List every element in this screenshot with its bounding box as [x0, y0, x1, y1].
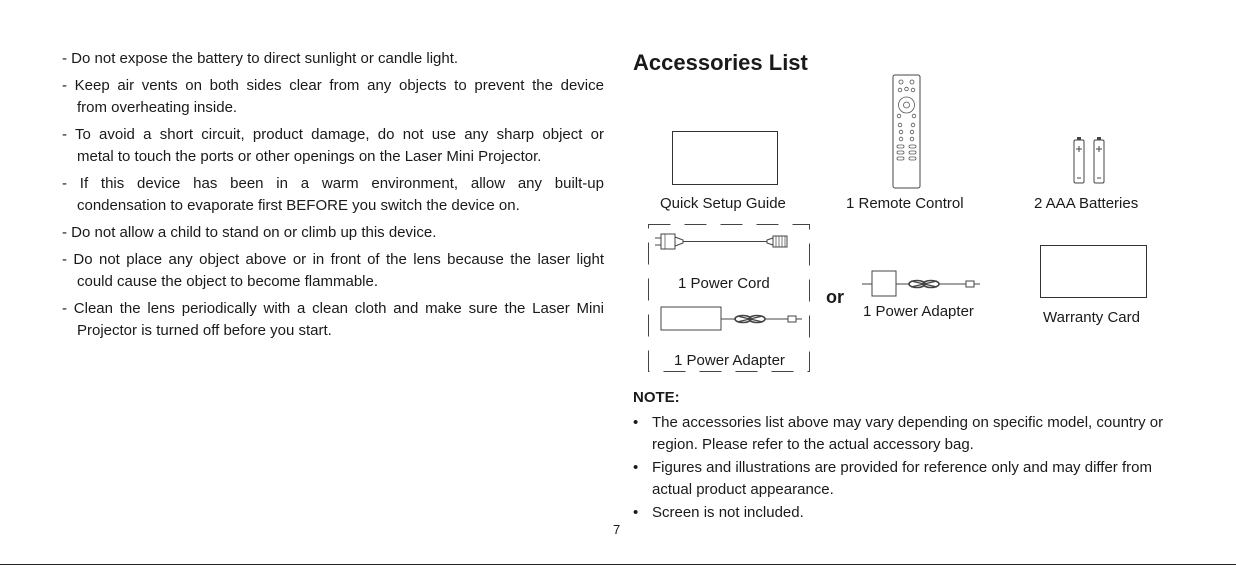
note-bullet: • [633, 414, 639, 431]
note-item-text: The accessories list above may vary depending on specific model, country or region. Please refer to the actual accessory bag. [652, 414, 1164, 453]
note-bullet: • [633, 459, 639, 476]
safety-item-text: - Keep air vents on both sides clear from any objects to prevent the device [62, 77, 604, 94]
safety-item [62, 124, 604, 168]
safety-item [62, 222, 604, 244]
safety-item [62, 173, 604, 217]
power-cord-label: 1 Power Cord [678, 275, 770, 292]
batteries-label: 2 AAA Batteries [1034, 195, 1139, 212]
note-item [633, 502, 1178, 524]
page-number: 7 [613, 522, 621, 537]
quick-setup-guide-illustration [672, 131, 778, 185]
power-adapter-icon [660, 306, 805, 332]
battery-icon [1073, 137, 1109, 185]
power-adapter-label: 1 Power Adapter [674, 352, 785, 369]
note-item-text: Screen is not included. [652, 504, 804, 521]
safety-item-continuation: metal to touch the ports or other openings on the Laser Mini Projector. [77, 148, 542, 165]
safety-item-text: - Do not place any object above or in front of the lens because the laser light [62, 251, 604, 268]
bottom-rule [0, 564, 1236, 565]
safety-item-continuation: from overheating inside. [77, 99, 238, 116]
note-item [633, 412, 1178, 456]
safety-item-text: - Clean the lens periodically with a clean cloth and make sure the Laser Mini [62, 300, 604, 317]
safety-item [62, 249, 604, 293]
power-adapter-alt-label: 1 Power Adapter [863, 303, 974, 320]
note-list [633, 412, 1178, 525]
safety-instructions [62, 48, 604, 347]
accessories-title: Accessories List [633, 50, 808, 75]
safety-item-continuation: could cause the object to become flammable. [77, 273, 379, 290]
note-item [633, 457, 1178, 501]
power-cord-icon [655, 232, 800, 252]
safety-item-text: - Do not allow a child to stand on or climb up this device. [62, 224, 437, 241]
safety-item-continuation: condensation to evaporate first BEFORE you switch the device on. [77, 197, 520, 214]
remote-control-icon [892, 74, 922, 190]
safety-item-continuation: Projector is turned off before you start. [77, 322, 332, 339]
safety-item-text: - To avoid a short circuit, product damage, do not use any sharp object or [62, 126, 604, 143]
or-text: or [826, 287, 844, 307]
safety-item [62, 75, 604, 119]
safety-item-text: - If this device has been in a warm environment, allow any built-up [62, 175, 604, 192]
quick-setup-guide-label: Quick Setup Guide [660, 195, 786, 212]
note-item-text: Figures and illustrations are provided for reference only and may differ from actual product appearance. [652, 459, 1152, 498]
warranty-card-illustration [1040, 245, 1147, 298]
safety-item [62, 48, 604, 70]
remote-control-label: 1 Remote Control [846, 195, 964, 212]
power-adapter-alt-icon [862, 270, 984, 298]
note-bullet: • [633, 504, 639, 521]
safety-item-text: - Do not expose the battery to direct sunlight or candle light. [62, 50, 459, 67]
note-title: NOTE: [633, 389, 680, 406]
safety-item [62, 298, 604, 342]
warranty-card-label: Warranty Card [1043, 309, 1140, 326]
